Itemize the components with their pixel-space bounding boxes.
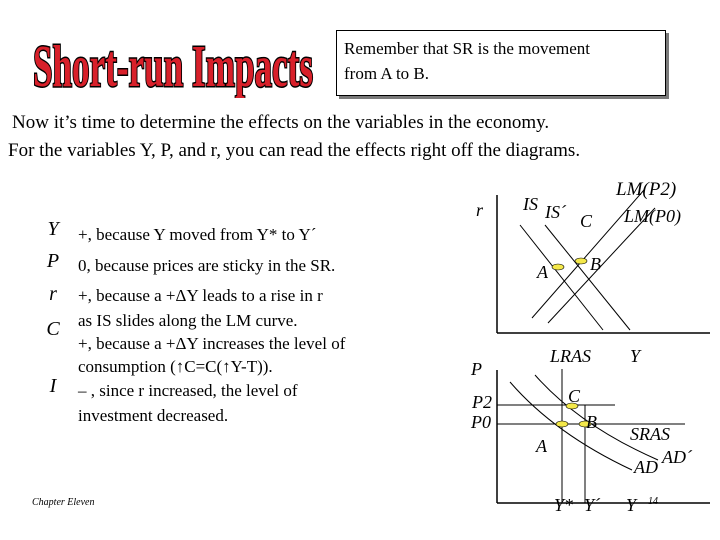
- effect-r-text: +, because a +ΔY leads to a rise in r: [78, 286, 323, 305]
- bottom-p0-label: P0: [471, 412, 491, 432]
- effect-c-text-cont: consumption (↑C=C(↑Y-T)).: [78, 357, 273, 376]
- lm-p0-curve: [548, 208, 655, 323]
- top-b-label: B: [590, 254, 601, 274]
- variable-p-label: P: [46, 250, 60, 272]
- bottom-c-label: C: [568, 386, 581, 406]
- page-number: 14: [648, 496, 658, 507]
- title-logo: [28, 28, 318, 98]
- bottom-axis-p: P: [471, 359, 482, 379]
- variable-y-label: Y: [47, 218, 59, 240]
- bottom-p2-label: P2: [472, 392, 492, 412]
- is-prime-label: IS´: [545, 202, 566, 222]
- lras-label: LRAS: [550, 346, 592, 366]
- reminder-text: [344, 36, 664, 86]
- ad-label: AD: [634, 457, 658, 477]
- effect-i-text-cont: investment decreased.: [78, 406, 229, 425]
- y-star-label: Y*: [554, 495, 574, 515]
- effect-p-text: 0, because prices are sticky in the SR.: [78, 256, 336, 275]
- bottom-x-axis-label: Y: [626, 495, 637, 515]
- intro-line-1: Now it’s time to determine the effects on the variables in the economy.: [12, 112, 550, 133]
- reminder-line-1: Remember that SR is the movement: [344, 39, 590, 58]
- top-axis-r: r: [476, 200, 484, 220]
- top-point-a-marker: [552, 264, 564, 270]
- lm-p0-label: LM(P0): [624, 206, 681, 226]
- title-text: Short-run Impacts: [33, 33, 314, 98]
- bottom-b-label: B: [586, 412, 597, 432]
- intro-line-2: For the variables Y, P, and r, you can read the effects right off the diagrams.: [8, 140, 581, 161]
- is-prime-curve: [545, 225, 630, 330]
- variable-i-label: I: [49, 375, 57, 397]
- is-lm-panel: [476, 179, 710, 333]
- effect-r-text-cont: as IS slides along the LM curve.: [78, 311, 298, 330]
- effect-c-text: +, because a +ΔY increases the level of: [78, 334, 346, 353]
- y-prime-label: Y´: [584, 495, 601, 515]
- effect-i-text: – , since r increased, the level of: [78, 381, 298, 400]
- bottom-a-label: A: [536, 436, 547, 456]
- bottom-point-a-marker: [556, 421, 568, 427]
- effect-y-text: +, because Y moved from Y* to Y´: [78, 225, 317, 244]
- footer-chapter: Chapter Eleven: [32, 497, 95, 508]
- lm-p2-label: LM(P2): [616, 179, 677, 200]
- reminder-line-2: from A to B.: [344, 64, 430, 83]
- top-point-b-marker: [575, 258, 587, 264]
- sras-label: SRAS: [630, 424, 670, 444]
- is-lm-ad-as-diagram: [440, 170, 720, 540]
- variable-c-label: C: [46, 318, 60, 340]
- top-a-label: A: [537, 262, 548, 282]
- ad-as-panel: [470, 346, 710, 515]
- ad-prime-label: AD´: [662, 447, 692, 467]
- bottom-y-label: Y: [630, 346, 641, 366]
- variable-r-label: r: [49, 283, 57, 305]
- is-label: IS: [523, 194, 538, 214]
- top-c-label: C: [580, 211, 593, 231]
